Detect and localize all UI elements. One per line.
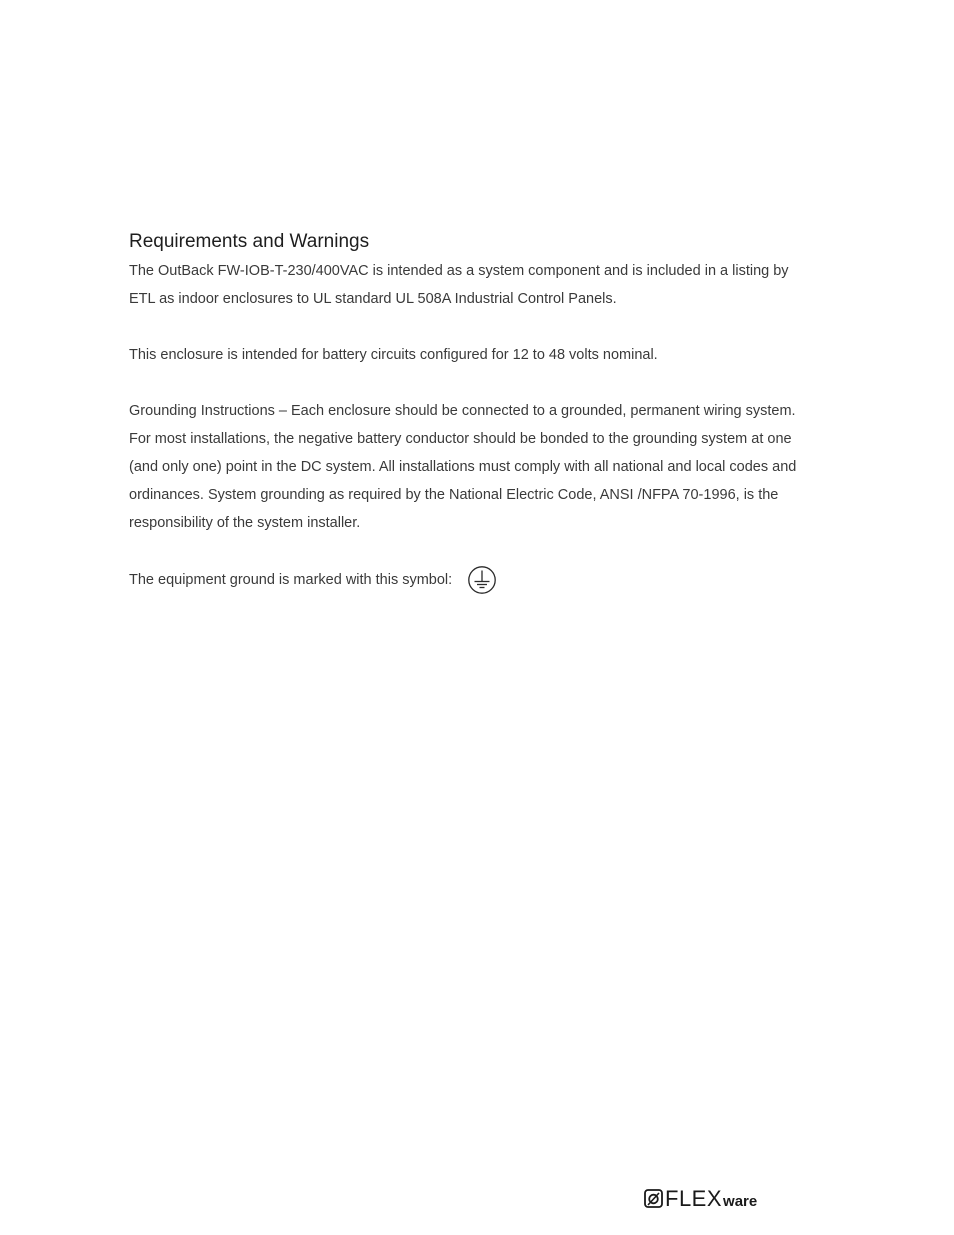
section-heading: Requirements and Warnings <box>129 231 370 252</box>
paragraph-voltage: This enclosure is intended for battery circuits configured for 12 to 48 volts nominal. <box>129 347 658 363</box>
logo-flex-text: FLEX <box>665 1186 723 1211</box>
paragraph-listing: The OutBack FW-IOB-T-230/400VAC is intended as a system component and is included in a listing by ETL as indoor enclosures to UL standard UL 508A Industrial Control Panels. <box>129 263 789 307</box>
paragraph-grounding: Grounding Instructions – Each enclosure should be connected to a grounded, permanent wiring system. For most installations, the negative battery conductor should be bonded to the grounding system at one (and only one) point in the DC system. All installations must comply with all national and local codes and ordinances. System grounding as required by the National Electric Code, ANSI /NFPA 70-1996, is the responsibility of the system installer. <box>129 403 797 531</box>
logo-ware-text: ware <box>723 1193 758 1210</box>
flexware-logo <box>644 1186 786 1210</box>
requirements-section <box>129 229 809 595</box>
protective-earth-ground-icon <box>467 565 497 595</box>
ground-note <box>129 565 809 595</box>
ground-note-text: The equipment ground is marked with this symbol: <box>129 572 453 588</box>
outback-logo-icon <box>644 1189 663 1208</box>
